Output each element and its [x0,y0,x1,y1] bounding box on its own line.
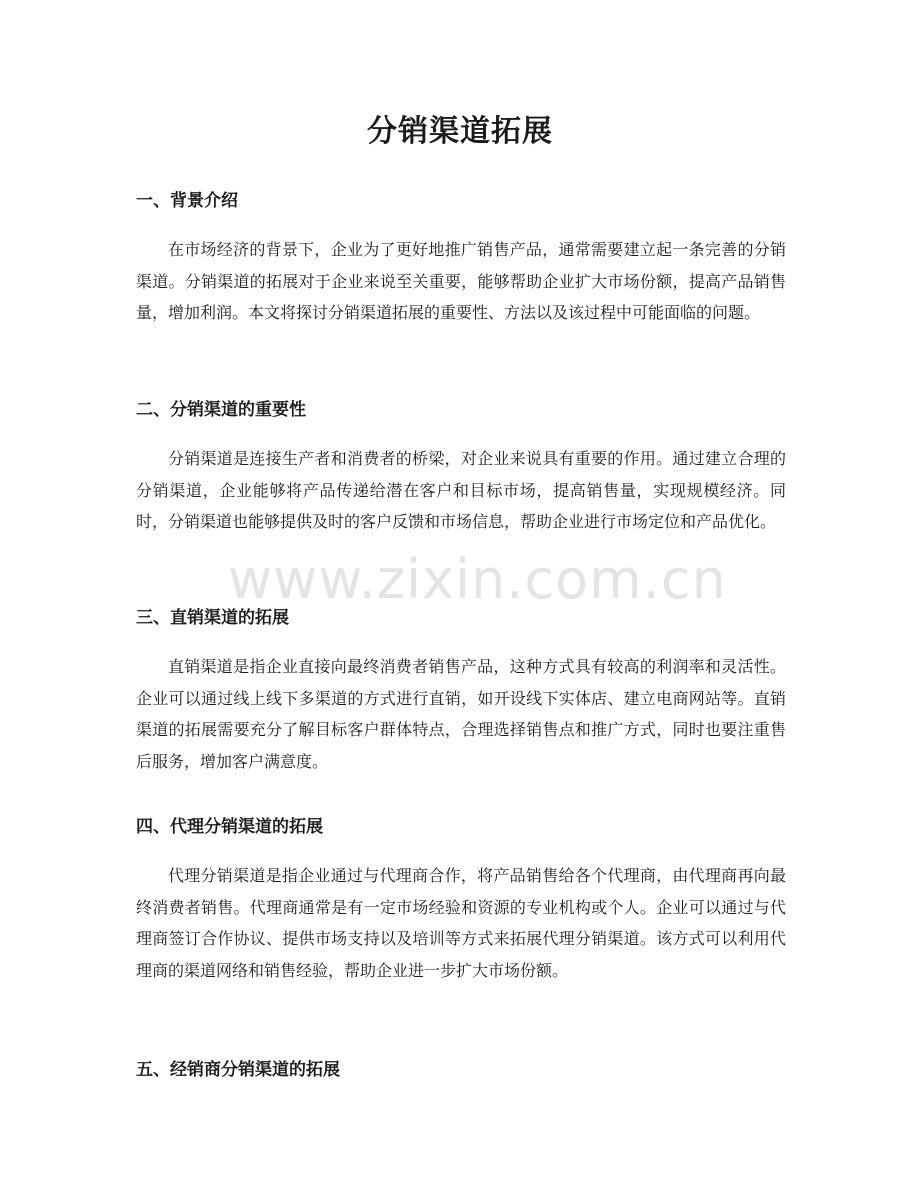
section-body-background: 在市场经济的背景下，企业为了更好地推广销售产品，通常需要建立起一条完善的分销渠道。分销渠道的拓展对于企业来说至关重要，能够帮助企业扩大市场份额，提高产品销售量，增加利润。本文将探讨分销渠道拓展的重要性、方法以及该过程中可能面临的问题。 [136,240,786,322]
section-body-importance: 分销渠道是连接生产者和消费者的桥梁，对企业来说具有重要的作用。通过建立合理的分销渠道，企业能够将产品传递给潜在客户和目标市场，提高销售量，实现规模经济。同时，分销渠道也能够提供及时的客户反馈和市场信息，帮助企业进行市场定位和产品优化。 [136,449,786,531]
section-heading-direct-sales: 三、直销渠道的拓展 [136,608,289,628]
section-heading-dealer-distribution: 五、经销商分销渠道的拓展 [136,1060,340,1080]
document-title: 分销渠道拓展 [367,114,553,149]
section-body-direct-sales: 直销渠道是指企业直接向最终消费者销售产品，这种方式具有较高的利润率和灵活性。企业可以通过线上线下多渠道的方式进行直销，如开设线下实体店、建立电商网站等。直销渠道的拓展需要充分了解目标客户群体特点，合理选择销售点和推广方式，同时也要注重售后服务，增加客户满意度。 [136,657,786,771]
section-heading-background: 一、背景介绍 [136,191,238,211]
section-heading-importance: 二、分销渠道的重要性 [136,400,306,420]
section-heading-agent-distribution: 四、代理分销渠道的拓展 [136,817,323,837]
watermark: www.zixin.com.cn [228,548,727,611]
section-body-agent-distribution: 代理分销渠道是指企业通过与代理商合作，将产品销售给各个代理商，由代理商再向最终消费者销售。代理商通常是有一定市场经验和资源的专业机构或个人。企业可以通过与代理商签订合作协议、提供市场支持以及培训等方式来拓展代理分销渠道。该方式可以利用代理商的渠道网络和销售经验，帮助企业进一步扩大市场份额。 [136,866,786,980]
